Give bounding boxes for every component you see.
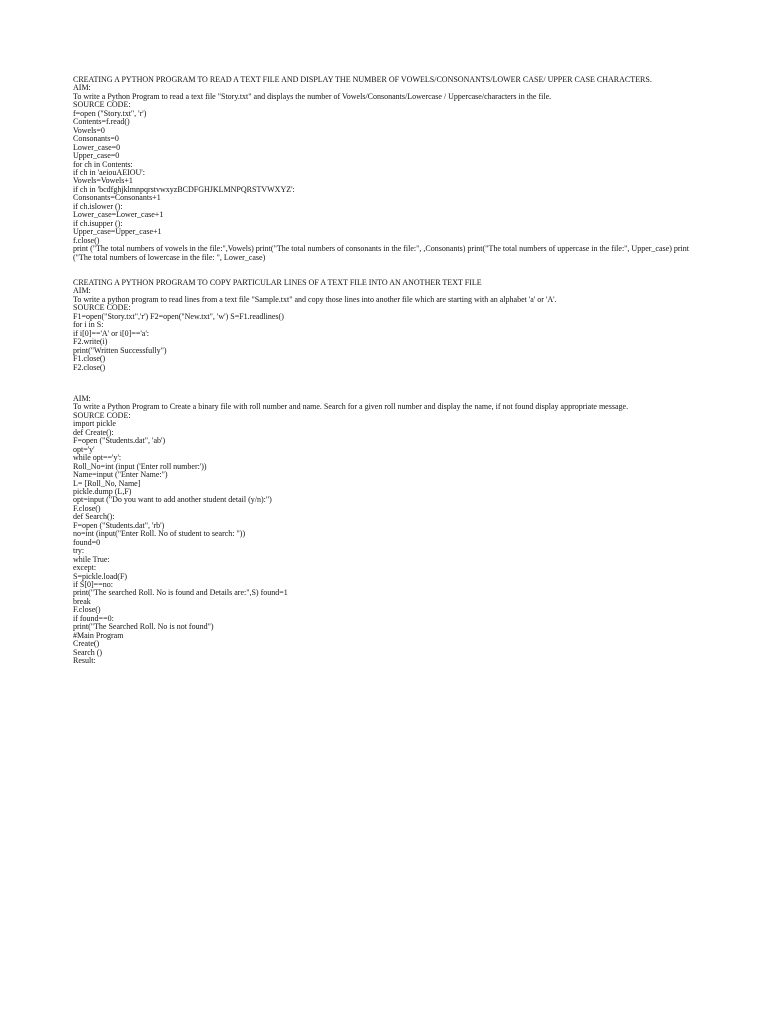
text-line: import pickle [73,419,116,429]
text-line: AIM: [73,83,91,93]
text-line: Lower_case=Lower_case+1 [73,210,164,220]
text-line: SOURCE CODE: [73,100,131,110]
text-line: F1.close() [73,354,106,364]
text-line: Consonants=0 [73,134,119,144]
text-line: def Create(): [73,427,114,437]
text-line: Result: [73,656,96,666]
text-line: To write a Python Program to Create a binary file with roll number and name. Search for a given roll number and display the name, if not found display appropriate message. [73,402,629,412]
text-line: Search () [73,647,103,657]
text-line: #Main Program [73,630,124,640]
text-line: Upper_case=0 [73,151,120,161]
section-copy-lines-program [73,279,693,372]
text-line: for ch in Contents: [73,159,133,169]
text-line: print("The searched Roll. No is found and Details are:",S) found=1 [73,588,288,598]
text-line: L= [Roll_No, Name] [73,478,141,488]
text-line: F.close() [73,503,101,513]
text-line: found=0 [73,537,101,547]
text-line: Lower_case=0 [73,142,121,152]
text-line: no=int (input("Enter Roll. No of student to search: ")) [73,529,246,539]
text-line: S=pickle.load(F) [73,571,128,581]
text-line: F2.write(i) [73,337,108,347]
text-line: CREATING A PYTHON PROGRAM TO READ A TEXT FILE AND DISPLAY THE NUMBER OF VOWELS/CONSONANTS/LOWER CASE/ UPPER CASE CHARACTERS. [73,75,652,84]
text-line: print ("The total numbers of vowels in the file:",Vowels) print("The total numbers of consonants in the file:", ,Consonants) print("The total numbers of uppercase in the file:", Upper_case) print ("The total numbers of lowercase in the file: ", Lower_case) [73,244,691,262]
text-line: f.close() [73,235,100,245]
text-line: Vowels=0 [73,125,105,135]
text-line: Name=input ("Enter Name:") [73,470,168,480]
text-line: except: [73,563,97,573]
text-line: for i in S: [73,320,104,330]
text-line: if ch.isupper (): [73,218,123,228]
text-line: opt='y' [73,444,95,454]
text-line: To write a Python Program to read a text file "Story.txt" and displays the number of Vowels/Consonants/Lowercase / Uppercase/characters in the file. [73,91,552,101]
section-binary-file-program [73,395,693,666]
text-line: F1=open("Story.txt",'r') F2=open("New.txt", 'w') S=F1.readlines() [73,311,284,321]
text-line: To write a python program to read lines from a text file "Sample.txt" and copy those lines into another file which are starting with an alphabet 'a' or 'A'. [73,294,557,304]
text-line: f=open ("Story.txt", 'r') [73,108,147,118]
text-line: try: [73,546,85,556]
text-line: Upper_case=Upper_case+1 [73,227,162,237]
text-line: if found==0: [73,613,114,623]
text-line: print("Written Successfully") [73,345,167,355]
text-line: if ch.islower (): [73,201,123,211]
text-line: if ch in 'aeiouAEIOU': [73,167,145,177]
text-line: while True: [73,554,110,564]
text-line: F=open ("Students.dat", 'ab') [73,436,166,446]
text-line: F=open ("Students.dat", 'rb') [73,520,165,530]
text-line: AIM: [73,394,91,403]
text-line: pickle.dump (L,F) [73,486,132,496]
text-line: SOURCE CODE: [73,303,131,313]
text-line: AIM: [73,286,91,296]
text-line: print("The Searched Roll. No is not found") [73,622,214,632]
section-vowels-program [73,76,693,262]
text-line: if ch in 'bcdfghjklmnpqrstvwxyzBCDFGHJKLMNPQRSTVWXYZ': [73,184,295,194]
text-line: if i[0]=='A' or i[0]=='a': [73,328,150,338]
text-line: break [73,596,91,606]
text-line: Vowels=Vowels+1 [73,176,133,186]
text-line: def Search(): [73,512,115,522]
text-line: Roll_No=int (input ('Enter roll number:')) [73,461,207,471]
text-line: if S[0]==no: [73,579,113,589]
text-line: Contents=f.read() [73,117,130,127]
text-line: F2.close() [73,362,106,372]
text-line: F.close() [73,605,101,615]
text-line: CREATING A PYTHON PROGRAM TO COPY PARTICULAR LINES OF A TEXT FILE INTO AN ANOTHER TEXT FILE [73,278,482,287]
text-line: Consonants=Consonants+1 [73,193,161,203]
text-line: while opt=='y': [73,453,122,463]
text-line: SOURCE CODE: [73,410,131,420]
text-line: opt=input ("Do you want to add another student detail (y/n):") [73,495,272,505]
text-line: Create() [73,639,100,649]
